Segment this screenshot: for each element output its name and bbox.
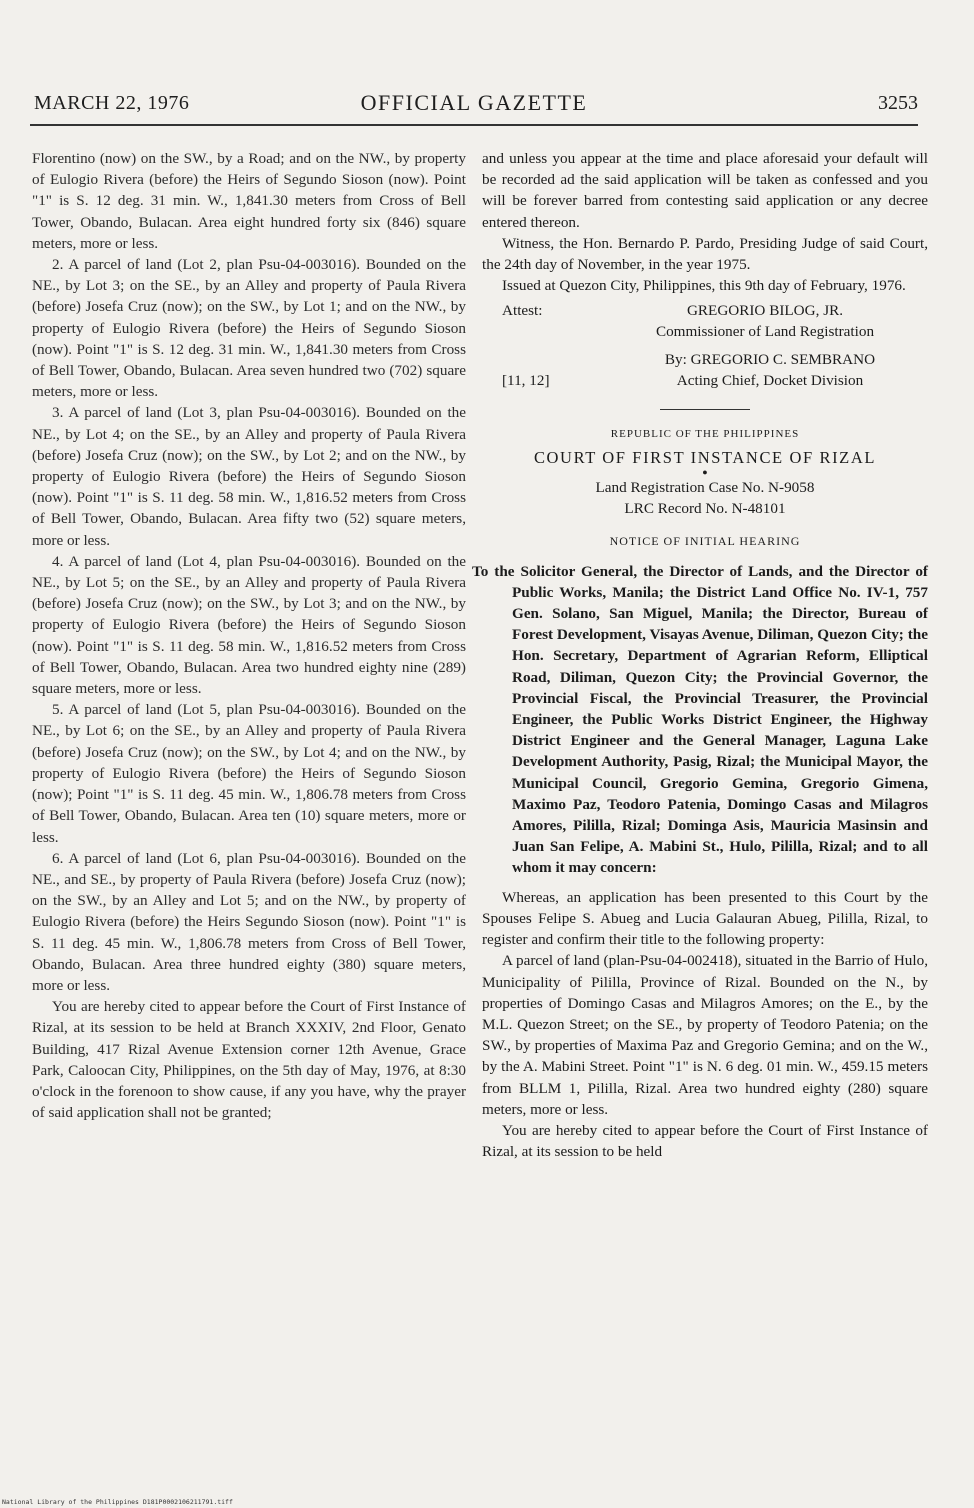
page-number: 3253	[878, 92, 918, 114]
issue-date: MARCH 22, 1976	[34, 92, 190, 114]
paragraph-citation: You are hereby cited to appear before the Court of First Instance of Rizal, at its session to be held at Branch XXXIV, 2nd Floor, Genato Building, 417 Rizal Avenue Extension corner 12th Avenue, Grace Park, Caloocan City, Philippines, on the 5th day of May, 1976, at 8:30 o'clock in the forenoon to show cause, if any you have, why the prayer of said application shall not be granted;	[32, 998, 466, 1122]
paragraph-whereas: Whereas, an application has been presented to this Court by the Spouses Felipe S. Abueg and Lucia Galauran Abueg, Pililla, Rizal, to register and confirm their title to the following property:	[482, 888, 928, 949]
left-column	[32, 148, 466, 1123]
court-heading: COURT OF FIRST INSTANCE OF RIZAL	[533, 447, 877, 467]
paragraph-cited: You are hereby cited to appear before the Court of First Instance of Rizal, at its session to be held	[482, 1121, 928, 1161]
scan-footer: National Library of the Philippines D181P0002106211791.tiff	[2, 1498, 233, 1506]
paragraph-lot3: 3. A parcel of land (Lot 3, plan Psu-04-003016). Bounded on the NE., by Lot 4; on the SE., by an Alley and property of Paula Rivera (before) Josefa Cruz (now); on the SW., by Lot 2; and on the NW., by property of Eulogio Rivera (before) the Heirs of Segundo Sioson (now). Point "1" is S. 11 deg. 58 min. W., 1,816.52 meters from Cross of Bell Tower, Obando, Bulacan. Area fifty two (52) square meters, more or less.	[32, 404, 466, 549]
attest-row	[482, 300, 928, 321]
addressees-paragraph: To the Solicitor General, the Director of Lands, and the Director of Public Works, Manila; the District Land Office No. IV-1, 757 Gen. Solano, San Miguel, Manila; the Director, Bureau of Forest Development, Visayas Avenue, Diliman, Quezon City; the Hon. Secretary, Department of Agrarian Reform, Elliptical Road, Diliman, Quezon City; the Provincial Governor, the Provincial Fiscal, the Provincial Treasurer, the Provincial Engineer, the Public Works District Engineer, the Highway District Engineer and the General Manager, Laguna Lake Development Authority, Pasig, Rizal; the Municipal Mayor, the Municipal Council, Gregorio Gemina, Gregorio Gimena, Maximo Paz, Teodoro Patenia, Domingo Casas and Milagros Amores, Pililla, Rizal; Dominga Asis, Mauricia Masinsin and Juan San Felipe, A. Mabini St., Hulo, Pililla, Rizal; and to all whom it may concern:	[472, 562, 928, 877]
bullet-dot-icon: ●	[702, 467, 708, 478]
paragraph-lot2: 2. A parcel of land (Lot 2, plan Psu-04-003016). Bounded on the NE., by Lot 3; on the SE., by an Alley and property of Paula Rivera (before) Josefa Cruz (now); on the SW., by Lot 1; and on the NW., by property of Eulogio Rivera (before) the Heirs of Segundo Sioson (now). Point "1" is S. 12 deg. 31 min. W., 1,841.30 meters from Cross of Bell Tower, Obando, Bulacan. Area seven hundred two (702) square meters, more or less.	[32, 256, 466, 401]
case-number: Land Registration Case No. N-9058	[595, 479, 815, 497]
right-column	[472, 148, 928, 1162]
header-rule	[30, 124, 918, 126]
signer2-name: GREGORIO C. SEMBRANO	[690, 350, 876, 368]
paragraph-parcel: A parcel of land (plan-Psu-04-002418), situated in the Barrio of Hulo, Municipality of Pililla, Province of Rizal. Bounded on the N., by properties of Domingo Casas and Milagros Amores; on the E., by the M.L. Quezon Street; on the SE., by property of Teodoro Patenia; on the SW., by properties of Maxima Paz and Gregorio Gemina; and on the W., by the A. Mabini Street. Point "1" is N. 6 deg. 01 min. W., 459.15 meters from BLLM 1, Pililla, Rizal. Area two hundred eighty (280) square meters, more or less.	[482, 952, 928, 1118]
paragraph-lot1-continued: Florentino (now) on the SW., by a Road; and on the NW., by property of Eulogio Rivera (before) the Heirs of Segundo Sioson (now). Point "1" is S. 12 deg. 31 min. W., 1,841.30 meters from Cross of Bell Tower, Obando, Bulacan. Area eight hundred forty six (846) square meters, more or less.	[32, 150, 466, 252]
by-signature-block	[482, 349, 928, 391]
signer1-name: GREGORIO BILOG, JR.	[686, 302, 844, 320]
issue-reference: [11, 12]	[502, 371, 550, 389]
publication-title: OFFICIAL GAZETTE	[360, 90, 588, 115]
by-label: By:	[664, 350, 687, 368]
paragraph-lot6: 6. A parcel of land (Lot 6, plan Psu-04-003016). Bounded on the NE., and SE., by property of Paula Rivera (before) Josefa Cruz (now); on the SW., by an Alley and Lot 5; and on the NW., by property of Eulogio Rivera (before) the Heirs Segundo Sioson (now). Point "1" is S. 11 deg. 45 min. W., 1,806.78 meters from Cross of Bell Tower, Obando, Bulacan. Area three hundred eighty (380) square meters, more or less.	[32, 849, 466, 994]
page-header	[30, 88, 918, 122]
signer2-title: Acting Chief, Docket Division	[676, 371, 864, 389]
paragraph-lot5: 5. A parcel of land (Lot 5, plan Psu-04-003016). Bounded on the NE., by Lot 6; on the SE., by an Alley and property of Paula Rivera (before) Josefa Cruz (now); on the SW., by Lot 4; and on the NW., by property of Eulogio Rivera (before) the Heirs of Segundo Sioson (now); Point "1" is S. 11 deg. 45 min. W., 1,806.78 meters from Cross of Bell Tower, Obando, Bulacan. Area ten (10) square meters, more or less.	[32, 701, 466, 846]
lrc-record: LRC Record No. N-48101	[624, 500, 786, 518]
republic-heading: REPUBLIC OF THE PHILIPPINES	[610, 427, 800, 440]
paragraph-issued: Issued at Quezon City, Philippines, this 9th day of February, 1976.	[502, 277, 906, 295]
signer1-title: Commissioner of Land Registration	[655, 323, 875, 341]
signer2-block	[612, 349, 928, 391]
section-divider	[660, 409, 750, 410]
paragraph-default-warning: and unless you appear at the time and place aforesaid your default will be recorded ad the said application will be taken as confessed and you will be forever barred from contesting said application or any decree entered thereon.	[482, 150, 928, 231]
paragraph-witness: Witness, the Hon. Bernardo P. Pardo, Presiding Judge of said Court, the 24th day of November, in the year 1975.	[482, 234, 928, 274]
paragraph-lot4: 4. A parcel of land (Lot 4, plan Psu-04-003016). Bounded on the NE., by Lot 5; on the SE., by an Alley and property of Paula Rivera (before) Josefa Cruz (now); on the SW., by Lot 3; and on the NW., by property of Eulogio Rivera (before) the Heirs of Segundo Sioson (now). Point "1" is S. 11 deg. 58 min. W., 1,816.52 meters from Cross of Bell Tower, Obando, Bulacan. Area two hundred eighty nine (289) square meters, more or less.	[32, 552, 466, 698]
notice-title: NOTICE OF INITIAL HEARING	[609, 534, 801, 549]
attest-label: Attest:	[502, 302, 543, 320]
